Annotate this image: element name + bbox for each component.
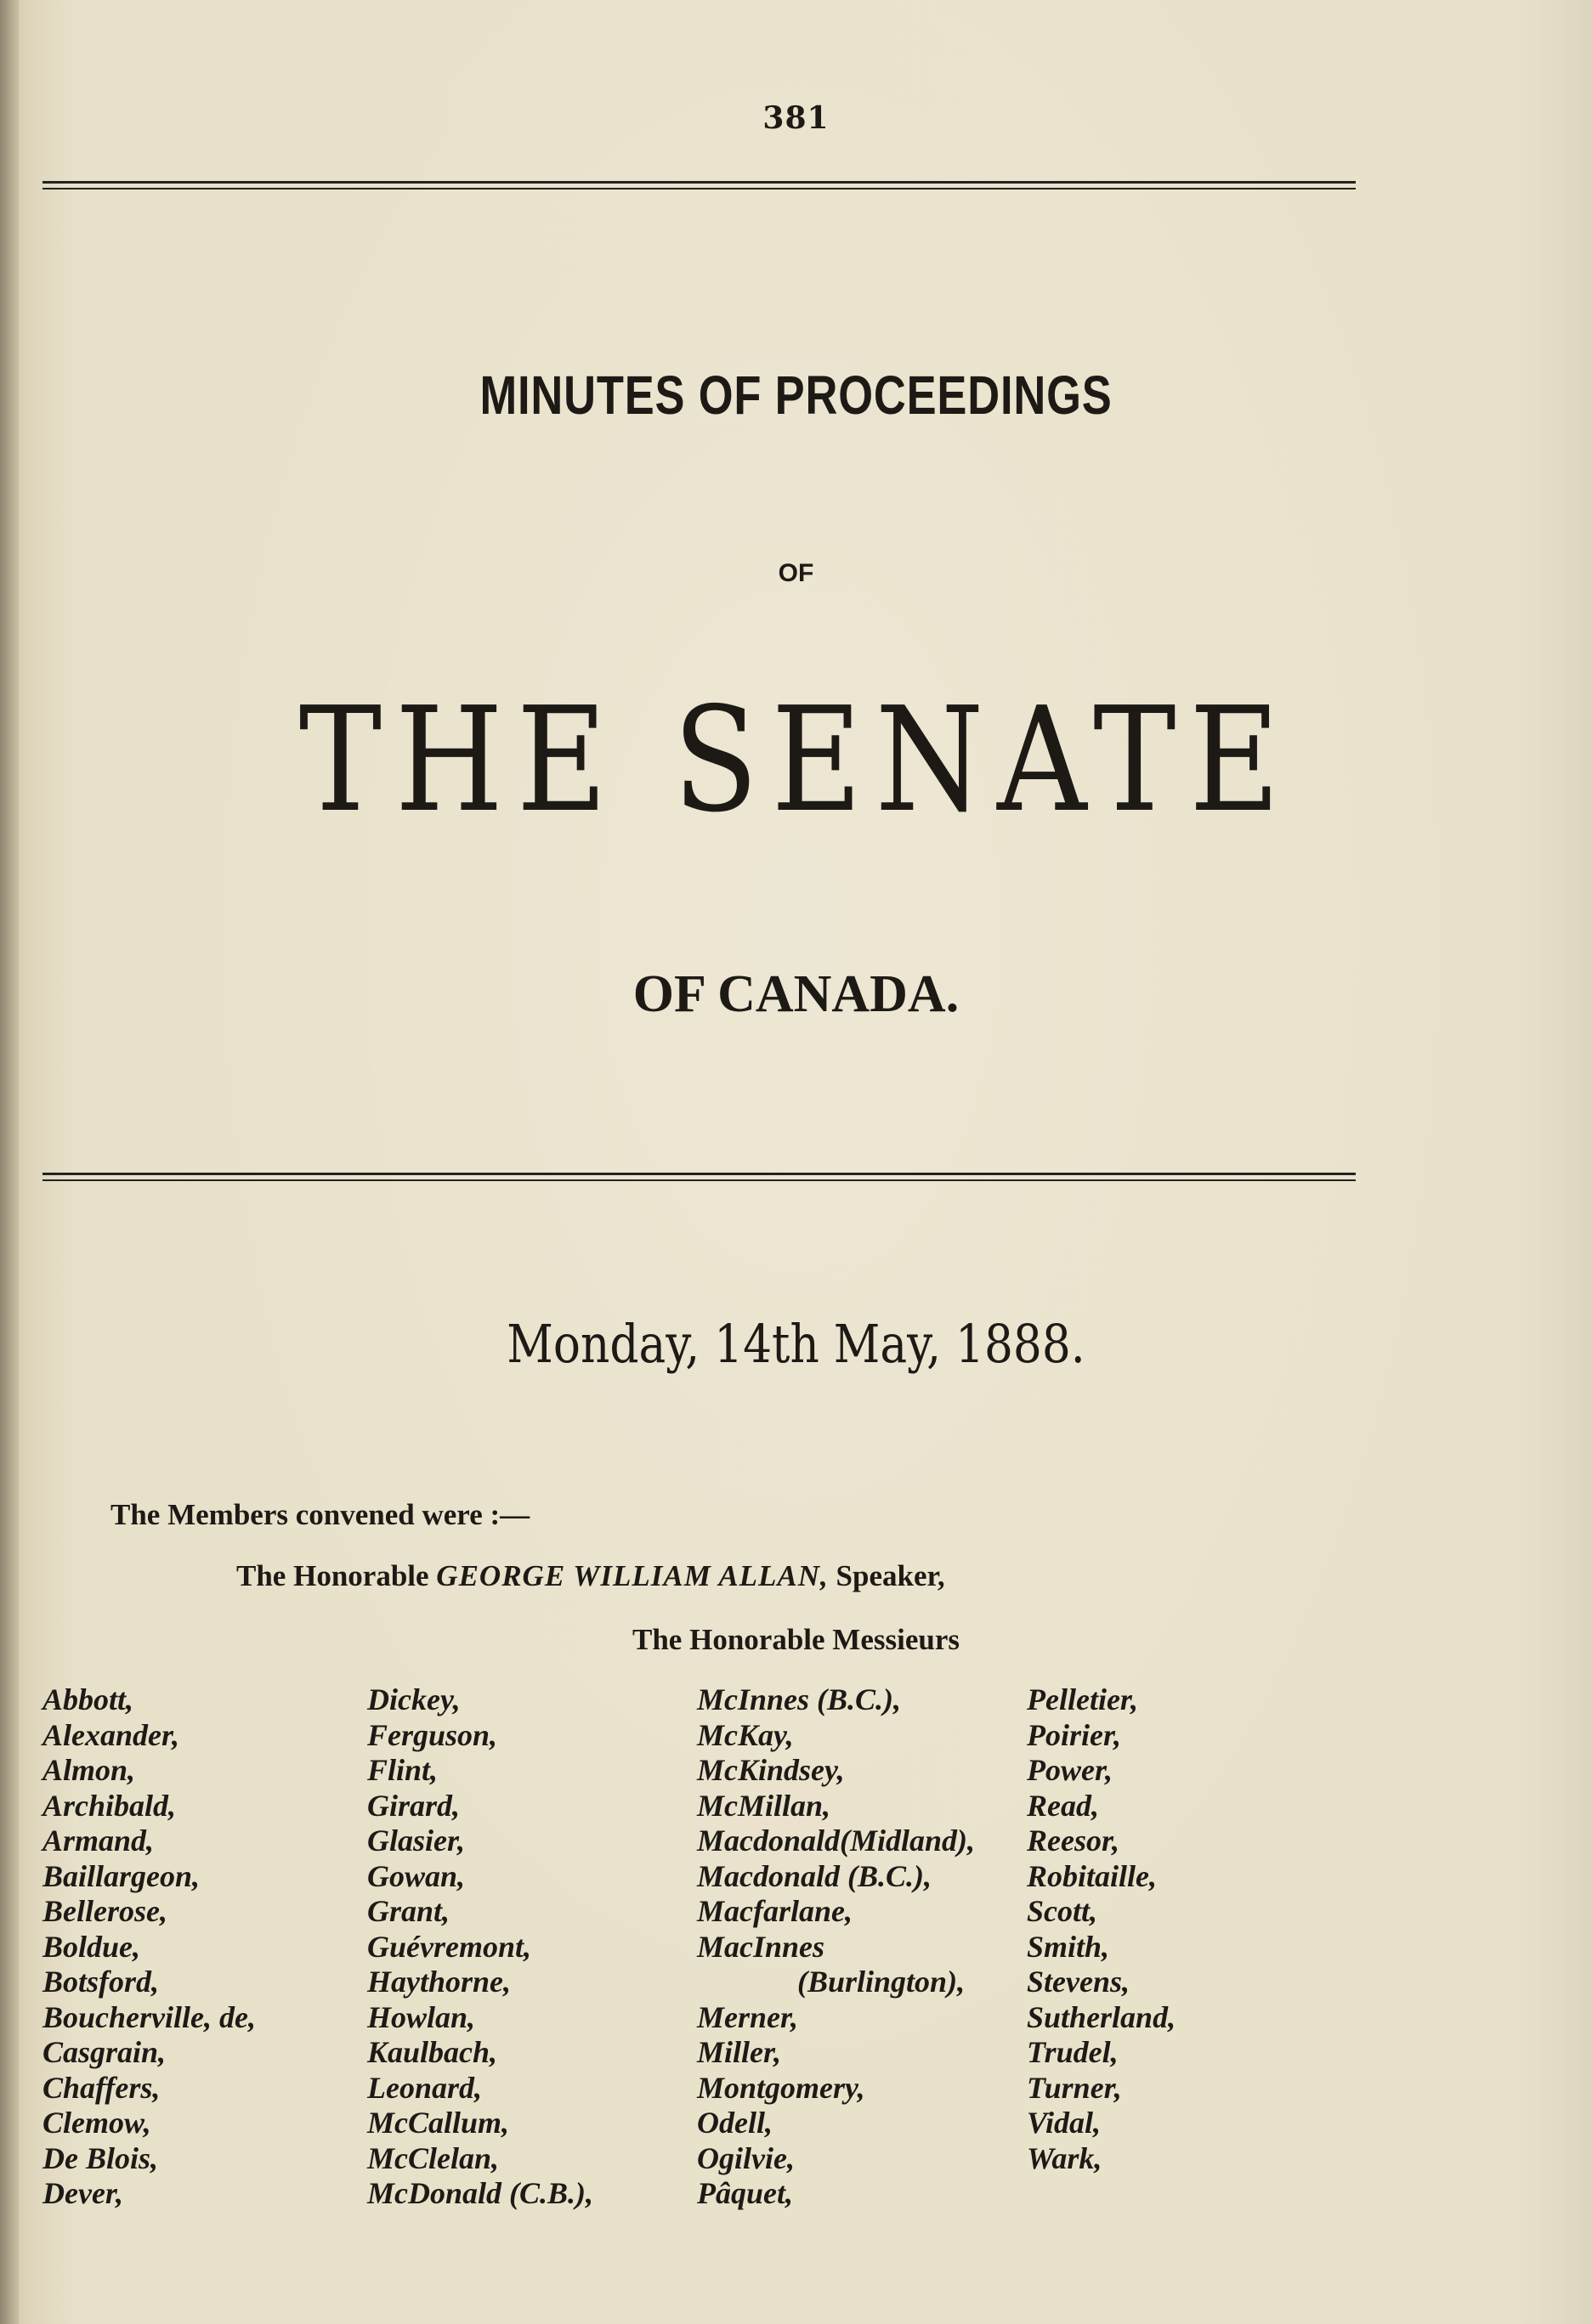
member-name: Poirier, xyxy=(1027,1717,1122,1752)
members-column-3 xyxy=(697,1682,975,2212)
member-name: Smith, xyxy=(1027,1929,1110,1964)
members-column-1 xyxy=(42,1682,256,2212)
member-name: Gowan, xyxy=(367,1858,466,1893)
speaker-line xyxy=(236,1559,945,1593)
member-name: Almon, xyxy=(42,1753,136,1787)
member-name: Wark, xyxy=(1027,2140,1102,2175)
member-name: Boucherville, de, xyxy=(42,1999,256,2034)
member-name: Power, xyxy=(1027,1753,1113,1787)
top-double-rule xyxy=(42,181,1356,189)
member-name: Pâquet, xyxy=(697,2176,793,2210)
member-name: Robitaille, xyxy=(1027,1858,1157,1893)
session-date: Monday, 14th May, 1888. xyxy=(507,1313,1085,1375)
page-number: 381 xyxy=(762,100,830,136)
member-name xyxy=(1027,2176,1176,2212)
member-name: Boldue, xyxy=(42,1929,141,1964)
member-name: Glasier, xyxy=(367,1824,466,1858)
member-name: Girard, xyxy=(367,1788,461,1823)
speaker-prefix: The Honorable xyxy=(236,1559,429,1592)
speaker-title: Speaker, xyxy=(836,1559,945,1592)
member-name: (Burlington), xyxy=(797,1965,966,1999)
member-name: Haythorne, xyxy=(367,1965,512,1999)
member-name: Abbott, xyxy=(42,1682,134,1716)
member-name: McInnes (B.C.), xyxy=(697,1682,902,1716)
heading-of: OF xyxy=(778,559,814,587)
member-name: Reesor, xyxy=(1027,1824,1120,1858)
member-name: Sutherland, xyxy=(1027,1999,1176,2034)
member-name: Dever, xyxy=(42,2176,123,2210)
member-name: McClelan, xyxy=(367,2140,500,2175)
member-name: Pelletier, xyxy=(1027,1682,1138,1716)
member-name: Trudel, xyxy=(1027,2035,1119,2069)
member-name: Miller, xyxy=(697,2035,782,2069)
member-name: Macfarlane, xyxy=(697,1894,853,1928)
member-name: Baillargeon, xyxy=(42,1858,201,1893)
member-name: Ogilvie, xyxy=(697,2140,795,2175)
member-name: De Blois, xyxy=(42,2140,159,2175)
member-name: Stevens, xyxy=(1027,1965,1130,1999)
member-name: Guévremont, xyxy=(367,1929,531,1964)
speaker-name: GEORGE WILLIAM ALLAN, xyxy=(436,1559,829,1592)
binding-gutter xyxy=(0,0,19,2324)
heading-of-canada: OF CANADA. xyxy=(632,965,960,1023)
members-convened-label: The Members convened were :— xyxy=(110,1498,530,1531)
member-name: Macdonald (B.C.), xyxy=(697,1858,932,1893)
member-name: Grant, xyxy=(367,1894,450,1928)
member-name: Casgrain, xyxy=(42,2035,167,2069)
member-name: McDonald (C.B.), xyxy=(367,2176,594,2210)
member-name: Odell, xyxy=(697,2106,773,2140)
heading-minutes-of-proceedings: MINUTES OF PROCEEDINGS xyxy=(479,365,1113,426)
member-name: Dickey, xyxy=(367,1682,461,1716)
messieurs-label: The Honorable Messieurs xyxy=(632,1623,960,1656)
heading-the-senate: THE SENATE xyxy=(298,676,1294,845)
member-name: McKindsey, xyxy=(697,1753,845,1787)
member-name: Ferguson, xyxy=(367,1717,498,1752)
member-name: Montgomery, xyxy=(697,2070,865,2105)
member-name: MacInnes xyxy=(697,1929,825,1964)
member-name: Macdonald(Midland), xyxy=(697,1824,976,1858)
member-name: Botsford, xyxy=(42,1965,160,1999)
members-column-4 xyxy=(1027,1682,1176,2212)
member-name: Kaulbach, xyxy=(367,2035,498,2069)
member-name: Alexander, xyxy=(42,1717,180,1752)
member-name: McMillan, xyxy=(697,1788,831,1823)
member-name: Clemow, xyxy=(42,2106,151,2140)
member-name: Leonard, xyxy=(367,2070,482,2105)
member-name: Turner, xyxy=(1027,2070,1122,2105)
member-name: Armand, xyxy=(42,1824,155,1858)
member-name: Bellerose, xyxy=(42,1894,167,1928)
member-name: Vidal, xyxy=(1027,2106,1102,2140)
member-name: Read, xyxy=(1027,1788,1099,1823)
member-name: Scott, xyxy=(1027,1894,1098,1928)
member-name: Archibald, xyxy=(42,1788,177,1823)
member-name: McCallum, xyxy=(367,2106,510,2140)
bottom-double-rule xyxy=(42,1173,1356,1181)
member-name: Chaffers, xyxy=(42,2070,161,2105)
member-name: Howlan, xyxy=(367,1999,476,2034)
members-column-2 xyxy=(367,1682,593,2212)
member-name: Merner, xyxy=(697,1999,799,2034)
member-name: McKay, xyxy=(697,1717,794,1752)
member-name: Flint, xyxy=(367,1753,439,1787)
